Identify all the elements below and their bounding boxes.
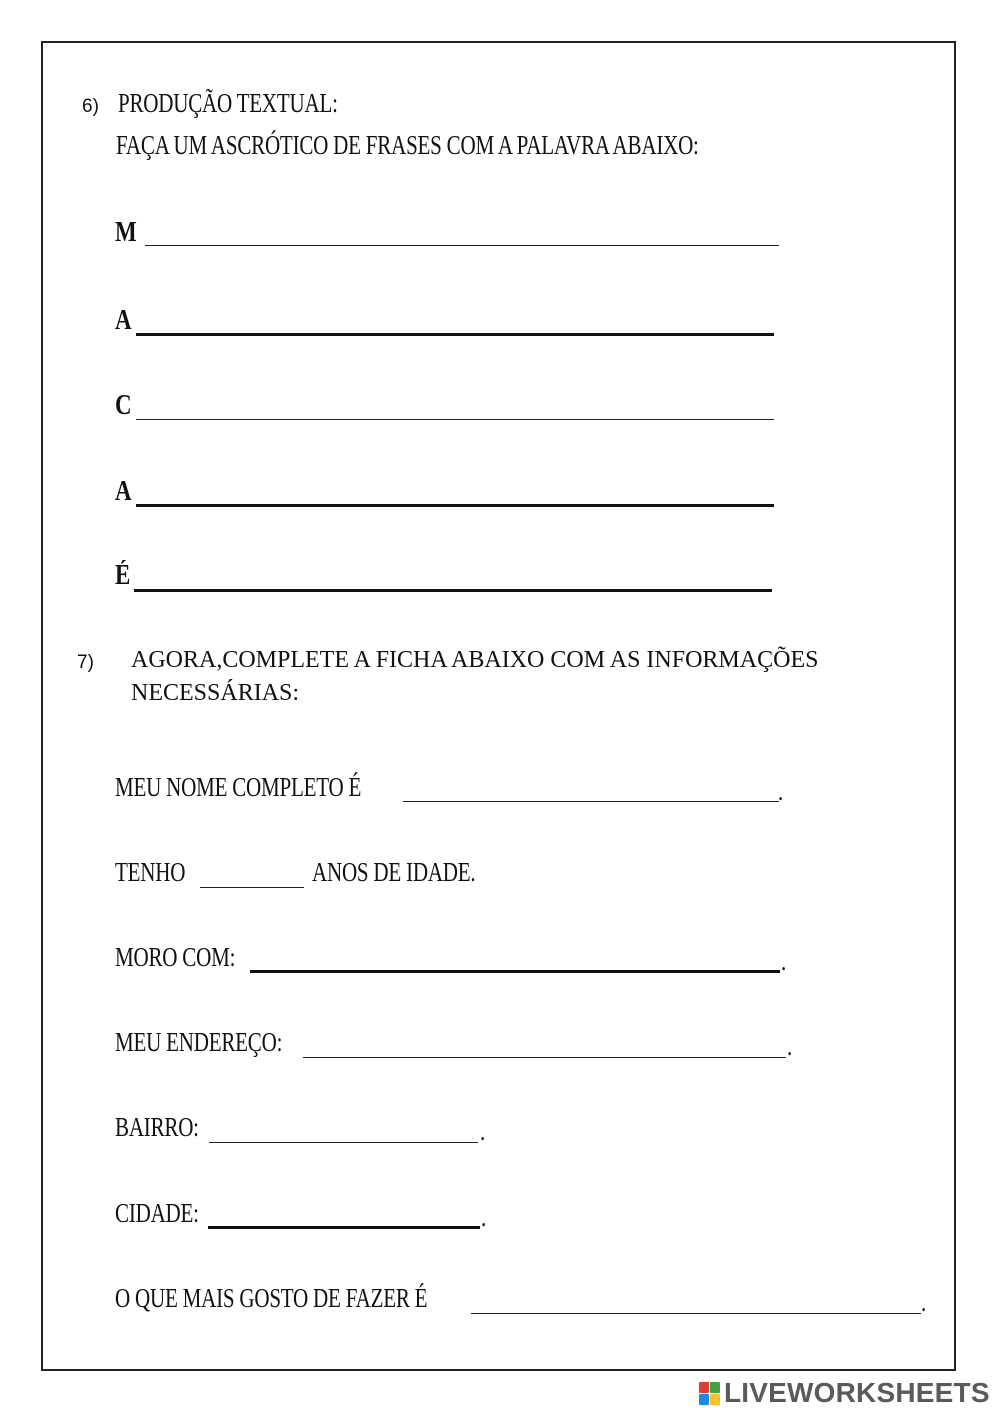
acrostic-input-1[interactable] [150, 222, 774, 244]
acrostic-line-4 [136, 504, 774, 507]
question-7-instruction-line1: AGORA,COMPLETE A FICHA ABAIXO COM AS INFORMAÇÕES [131, 647, 819, 673]
question-7-number: 7) [77, 652, 94, 673]
period-nome: . [778, 776, 784, 806]
acrostic-input-2[interactable] [142, 310, 768, 332]
label-cidade: CIDADE: [115, 1198, 199, 1228]
acrostic-letter-m: M [115, 217, 137, 248]
line-bairro [209, 1142, 478, 1143]
acrostic-line-2 [136, 333, 774, 336]
question-6-title: PRODUÇÃO TEXTUAL: [118, 88, 338, 118]
period-moro: . [781, 946, 787, 976]
line-idade [200, 887, 304, 888]
input-bairro[interactable] [214, 1119, 474, 1141]
acrostic-input-3[interactable] [142, 396, 768, 418]
acrostic-line-1 [145, 245, 779, 246]
liveworksheets-logo [699, 1377, 990, 1408]
question-6-number: 6) [82, 96, 99, 117]
line-cidade [208, 1226, 480, 1229]
line-moro-com [250, 970, 780, 973]
label-bairro: BAIRRO: [115, 1112, 199, 1142]
input-o-que-mais-gosto[interactable] [476, 1290, 916, 1312]
label-endereco: MEU ENDEREÇO: [115, 1027, 283, 1057]
input-endereco[interactable] [308, 1034, 782, 1056]
question-6-instruction: FAÇA UM ASCRÓTICO DE FRASES COM A PALAVRA ABAIXO: [116, 130, 699, 160]
line-endereco [303, 1057, 786, 1058]
acrostic-input-5[interactable] [140, 566, 766, 588]
acrostic-line-3 [136, 419, 774, 420]
acrostic-input-4[interactable] [142, 481, 768, 503]
label-moro-com: MORO COM: [115, 942, 236, 972]
label-nome-completo: MEU NOME COMPLETO É [115, 772, 362, 802]
input-idade[interactable] [204, 864, 300, 886]
input-cidade[interactable] [213, 1203, 475, 1225]
period-bairro: . [480, 1116, 486, 1146]
period-gosto: . [921, 1287, 927, 1317]
input-nome-completo[interactable] [408, 778, 774, 800]
input-moro-com[interactable] [256, 947, 774, 969]
acrostic-line-5 [134, 589, 772, 592]
label-anos-de-idade: ANOS DE IDADE. [312, 857, 476, 887]
line-nome-completo [403, 801, 779, 802]
period-endereco: . [787, 1031, 793, 1061]
liveworksheets-brand-text: LIVEWORKSHEETS [724, 1377, 990, 1408]
acrostic-letter-a1: A [115, 305, 132, 336]
line-o-que-mais-gosto [471, 1313, 921, 1314]
acrostic-letter-a2: A [115, 476, 132, 507]
question-7-instruction-line2: NECESSÁRIAS: [131, 680, 300, 706]
liveworksheets-logo-icon [699, 1382, 720, 1405]
period-cidade: . [481, 1202, 487, 1232]
acrostic-letter-c: C [115, 390, 132, 421]
acrostic-letter-e: É [115, 560, 131, 591]
label-tenho: TENHO [115, 857, 186, 887]
label-o-que-mais-gosto: O QUE MAIS GOSTO DE FAZER É [115, 1283, 428, 1313]
